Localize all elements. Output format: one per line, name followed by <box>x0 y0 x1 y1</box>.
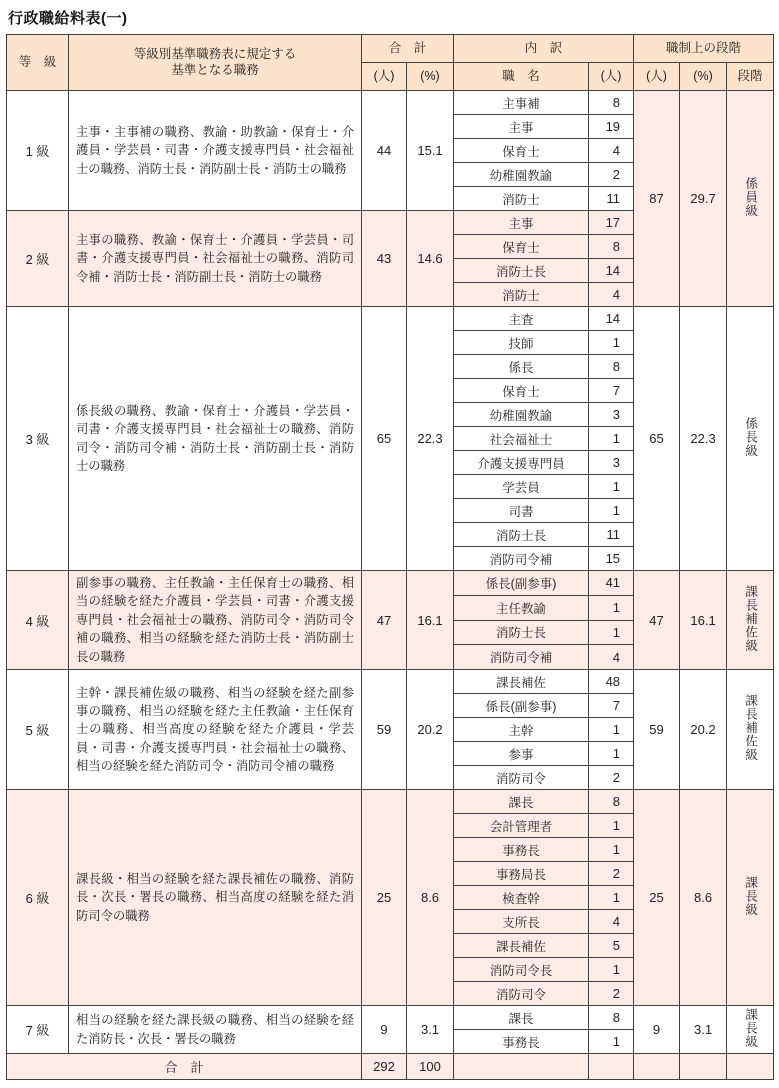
job-name-cell: 支所長 <box>454 910 589 934</box>
job-name-cell: 社会福祉士 <box>454 427 589 451</box>
header-total-group: 合 計 <box>362 35 454 63</box>
grade-cell: 1 級 <box>7 91 69 211</box>
stage-percent-cell: 8.6 <box>680 790 727 1006</box>
stage-label-cell <box>727 670 774 790</box>
job-count-cell: 4 <box>589 283 634 307</box>
job-count-cell: 8 <box>589 235 634 259</box>
job-count-cell: 1 <box>589 1030 634 1054</box>
stage-persons-cell: 25 <box>634 790 680 1006</box>
empty-job-count-cell <box>589 1054 634 1080</box>
header-breakdown-persons: (人) <box>589 63 634 91</box>
total-percent-cell: 22.3 <box>407 307 454 571</box>
total-persons-cell: 43 <box>362 211 407 307</box>
header-stage-label: 段階 <box>727 63 774 91</box>
job-count-cell: 8 <box>589 91 634 115</box>
empty-job-name-cell <box>454 1054 589 1080</box>
grade-cell: 4 級 <box>7 571 69 670</box>
stage-persons-cell: 9 <box>634 1006 680 1054</box>
table-row <box>7 571 774 596</box>
duties-cell: 主事の職務、教諭・保育士・介護員・学芸員・司書・介護支援専門員・社会福祉士の職務、消防司令補・消防士長・消防副士長・消防士の職務 <box>69 211 362 307</box>
job-count-cell: 15 <box>589 547 634 571</box>
stage-label-text: 課長級 <box>743 1007 758 1049</box>
job-count-cell: 1 <box>589 331 634 355</box>
job-name-cell: 主事 <box>454 115 589 139</box>
job-name-cell: 主事補 <box>454 91 589 115</box>
job-count-cell: 1 <box>589 838 634 862</box>
job-count-cell: 2 <box>589 862 634 886</box>
stage-percent-cell: 22.3 <box>680 307 727 571</box>
stage-label-text: 係長級 <box>743 416 758 458</box>
job-count-cell: 7 <box>589 694 634 718</box>
job-count-cell: 4 <box>589 645 634 670</box>
header-breakdown-group: 内 訳 <box>454 35 634 63</box>
total-persons-cell: 9 <box>362 1006 407 1054</box>
job-name-cell: 司書 <box>454 499 589 523</box>
job-count-cell: 11 <box>589 523 634 547</box>
grade-cell: 2 級 <box>7 211 69 307</box>
job-count-cell: 4 <box>589 910 634 934</box>
total-persons-cell: 47 <box>362 571 407 670</box>
job-name-cell: 保育士 <box>454 139 589 163</box>
header-duties-line2: 基準となる職務 <box>171 62 259 77</box>
header-duties-line1: 等級別基準職務表に規定する <box>133 46 297 61</box>
table-row <box>7 1006 774 1030</box>
stage-label-cell <box>727 571 774 670</box>
grand-total-label-cell: 合 計 <box>7 1054 362 1080</box>
header-stage-group: 職制上の段階 <box>634 35 774 63</box>
stage-label-text: 課長補佐級 <box>743 694 758 762</box>
job-count-cell: 1 <box>589 475 634 499</box>
job-name-cell: 主幹 <box>454 718 589 742</box>
job-name-cell: 技師 <box>454 331 589 355</box>
stage-label-text: 課長級 <box>743 875 758 917</box>
job-count-cell: 1 <box>589 499 634 523</box>
stage-label-cell <box>727 91 774 307</box>
duties-cell: 係長級の職務、教諭・保育士・介護員・学芸員・司書・介護支援専門員・社会福祉士の職務、消防司令・消防司令補・消防士長・消防副士長・消防士の職務 <box>69 307 362 571</box>
job-name-cell: 参事 <box>454 742 589 766</box>
stage-percent-cell: 29.7 <box>680 91 727 307</box>
grand-total-row <box>7 1054 774 1080</box>
grade-cell: 3 級 <box>7 307 69 571</box>
job-name-cell: 消防士長 <box>454 523 589 547</box>
job-count-cell: 17 <box>589 211 634 235</box>
job-count-cell: 14 <box>589 259 634 283</box>
grade-cell: 7 級 <box>7 1006 69 1054</box>
job-name-cell: 消防士 <box>454 187 589 211</box>
job-count-cell: 5 <box>589 934 634 958</box>
table-header <box>7 35 774 91</box>
grade-cell: 6 級 <box>7 790 69 1006</box>
table-body <box>7 91 774 1080</box>
header-row-1 <box>7 35 774 63</box>
job-count-cell: 3 <box>589 403 634 427</box>
duties-cell: 相当の経験を経た課長級の職務、相当の経験を経た消防長・次長・署長の職務 <box>69 1006 362 1054</box>
job-name-cell: 消防司令補 <box>454 645 589 670</box>
job-name-cell: 検査幹 <box>454 886 589 910</box>
total-percent-cell: 8.6 <box>407 790 454 1006</box>
empty-stage-percent-cell <box>680 1054 727 1080</box>
page-title: 行政職給料表(一) <box>8 10 128 27</box>
job-name-cell: 課長 <box>454 1006 589 1030</box>
job-count-cell: 8 <box>589 1006 634 1030</box>
job-count-cell: 2 <box>589 766 634 790</box>
job-name-cell: 課長補佐 <box>454 934 589 958</box>
duties-cell: 課長級・相当の経験を経た課長補佐の職務、消防長・次長・署長の職務、相当高度の経験を経た消防司令の職務 <box>69 790 362 1006</box>
grand-total-persons-cell: 292 <box>362 1054 407 1080</box>
job-count-cell: 3 <box>589 451 634 475</box>
salary-table <box>6 34 774 1080</box>
job-name-cell: 幼稚園教諭 <box>454 163 589 187</box>
duties-cell: 副参事の職務、主任教諭・主任保育士の職務、相当の経験を経た介護員・学芸員・司書・介護支援専門員・社会福祉士の職務、消防司令・消防司令補の職務、相当の経験を経た消防士長・消防副士長の職務 <box>69 571 362 670</box>
job-name-cell: 消防司令 <box>454 982 589 1006</box>
job-name-cell: 消防司令補 <box>454 547 589 571</box>
stage-persons-cell: 47 <box>634 571 680 670</box>
stage-label-text: 課長補佐級 <box>743 584 758 653</box>
job-count-cell: 1 <box>589 742 634 766</box>
header-grade: 等 級 <box>7 35 69 91</box>
job-count-cell: 41 <box>589 571 634 596</box>
total-percent-cell: 15.1 <box>407 91 454 211</box>
job-name-cell: 消防士長 <box>454 259 589 283</box>
job-name-cell: 消防司令長 <box>454 958 589 982</box>
job-count-cell: 14 <box>589 307 634 331</box>
job-count-cell: 2 <box>589 163 634 187</box>
stage-label-cell <box>727 307 774 571</box>
stage-percent-cell: 3.1 <box>680 1006 727 1054</box>
job-name-cell: 主任教諭 <box>454 595 589 620</box>
job-name-cell: 課長補佐 <box>454 670 589 694</box>
grand-total-percent-cell: 100 <box>407 1054 454 1080</box>
stage-persons-cell: 59 <box>634 670 680 790</box>
job-count-cell: 8 <box>589 790 634 814</box>
job-name-cell: 係長(副参事) <box>454 571 589 596</box>
total-persons-cell: 65 <box>362 307 407 571</box>
stage-label-text: 係員級 <box>743 176 758 218</box>
job-name-cell: 課長 <box>454 790 589 814</box>
header-job-name: 職 名 <box>454 63 589 91</box>
header-duties <box>69 35 362 91</box>
total-percent-cell: 3.1 <box>407 1006 454 1054</box>
total-persons-cell: 59 <box>362 670 407 790</box>
job-count-cell: 7 <box>589 379 634 403</box>
stage-percent-cell: 16.1 <box>680 571 727 670</box>
empty-stage-label-cell <box>727 1054 774 1080</box>
grade-cell: 5 級 <box>7 670 69 790</box>
job-name-cell: 保育士 <box>454 235 589 259</box>
job-name-cell: 主事 <box>454 211 589 235</box>
job-count-cell: 1 <box>589 427 634 451</box>
job-name-cell: 主査 <box>454 307 589 331</box>
header-total-percent: (%) <box>407 63 454 91</box>
total-percent-cell: 20.2 <box>407 670 454 790</box>
stage-percent-cell: 20.2 <box>680 670 727 790</box>
job-count-cell: 1 <box>589 814 634 838</box>
header-stage-persons: (人) <box>634 63 680 91</box>
job-name-cell: 会計管理者 <box>454 814 589 838</box>
header-stage-percent: (%) <box>680 63 727 91</box>
job-count-cell: 1 <box>589 958 634 982</box>
job-count-cell: 2 <box>589 982 634 1006</box>
total-persons-cell: 25 <box>362 790 407 1006</box>
empty-stage-persons-cell <box>634 1054 680 1080</box>
table-row <box>7 790 774 814</box>
job-count-cell: 19 <box>589 115 634 139</box>
job-count-cell: 11 <box>589 187 634 211</box>
job-count-cell: 48 <box>589 670 634 694</box>
job-count-cell: 1 <box>589 718 634 742</box>
job-name-cell: 学芸員 <box>454 475 589 499</box>
job-count-cell: 8 <box>589 355 634 379</box>
header-total-persons: (人) <box>362 63 407 91</box>
total-percent-cell: 16.1 <box>407 571 454 670</box>
duties-cell: 主幹・課長補佐級の職務、相当の経験を経た副参事の職務、相当の経験を経た主任教諭・主任保育士の職務、相当高度の経験を経た介護員・学芸員・司書・介護支援専門員・社会福祉士の職務、相当の経験を経た消防司令・消防司令補の職務 <box>69 670 362 790</box>
table-row <box>7 670 774 694</box>
job-name-cell: 消防士長 <box>454 620 589 645</box>
stage-label-cell <box>727 790 774 1006</box>
total-persons-cell: 44 <box>362 91 407 211</box>
job-name-cell: 保育士 <box>454 379 589 403</box>
total-percent-cell: 14.6 <box>407 211 454 307</box>
table-row <box>7 307 774 331</box>
job-count-cell: 1 <box>589 886 634 910</box>
job-name-cell: 事務長 <box>454 1030 589 1054</box>
job-name-cell: 幼稚園教諭 <box>454 403 589 427</box>
job-count-cell: 1 <box>589 620 634 645</box>
job-name-cell: 係長(副参事) <box>454 694 589 718</box>
job-count-cell: 1 <box>589 595 634 620</box>
job-name-cell: 係長 <box>454 355 589 379</box>
table-row <box>7 91 774 115</box>
stage-persons-cell: 65 <box>634 307 680 571</box>
duties-cell: 主事・主事補の職務、教諭・助教諭・保育士・介護員・学芸員・司書・介護支援専門員・社会福祉士の職務、消防士長・消防副士長・消防士の職務 <box>69 91 362 211</box>
job-name-cell: 介護支援専門員 <box>454 451 589 475</box>
stage-persons-cell: 87 <box>634 91 680 307</box>
job-count-cell: 4 <box>589 139 634 163</box>
job-name-cell: 消防司令 <box>454 766 589 790</box>
stage-label-cell <box>727 1006 774 1054</box>
job-name-cell: 事務長 <box>454 838 589 862</box>
job-name-cell: 事務局長 <box>454 862 589 886</box>
job-name-cell: 消防士 <box>454 283 589 307</box>
